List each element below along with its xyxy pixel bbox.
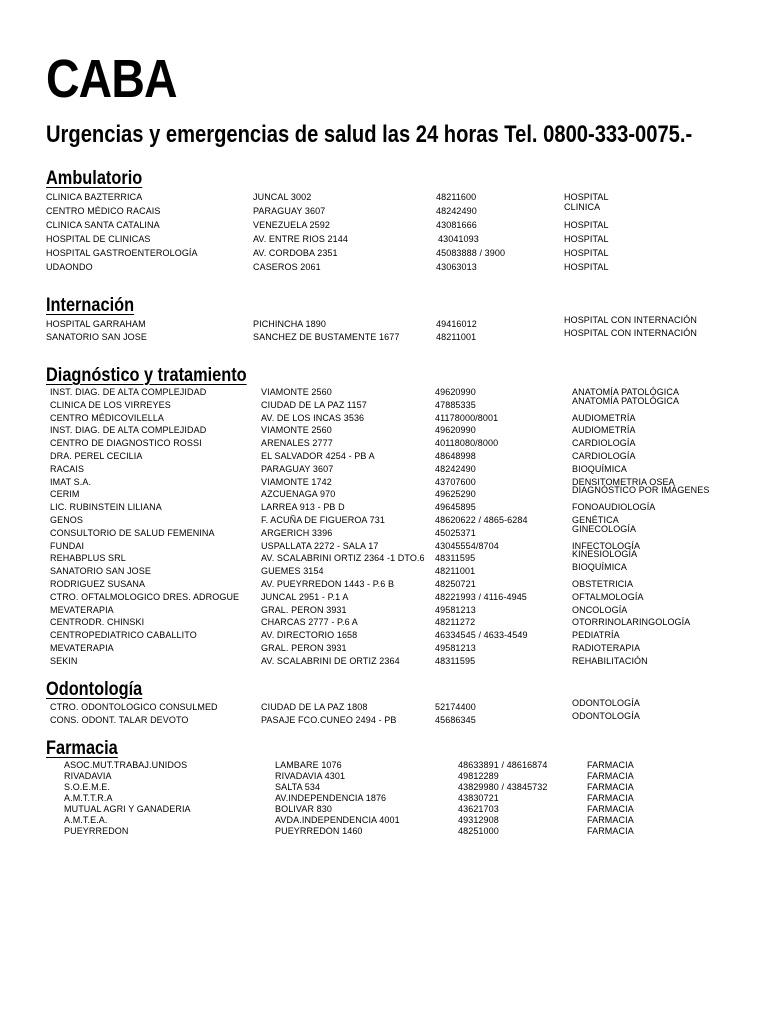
name-cell: INST. DIAG. DE ALTA COMPLEJIDAD [50,387,207,397]
address-cell: GUEMES 3154 [261,566,324,577]
table-row [0,502,768,514]
type-cell: FARMACIA [587,793,634,803]
phone-cell: 48633891 / 48616874 [458,760,548,770]
phone-cell: 48648998 [435,451,476,461]
name-cell: A.M.T.T.R.A [64,793,113,803]
type-cell: BIOQUÍMICA [572,562,628,573]
type-cell: KINESIOLOGÍA [572,549,638,560]
type-cell: OFTALMOLOGÍA [572,591,644,602]
table-row [0,523,768,540]
type-cell: CLINICA [564,202,601,212]
address-cell: AVDA.INDEPENDENCIA 4001 [275,815,400,825]
phone-cell: 48221993 / 4116-4945 [435,591,527,602]
type-cell: CARDIOLOGÍA [572,451,636,461]
phone-cell: 52174400 [435,702,476,712]
type-cell: RADIOTERAPIA [572,643,641,653]
address-cell: ARENALES 2777 [261,438,333,449]
type-cell: REHABILITACIÓN [572,655,648,666]
table-row [0,643,768,655]
table-row [0,592,768,604]
name-cell: UDAONDO [46,262,93,272]
address-cell: VENEZUELA 2592 [253,220,330,230]
name-cell: SEKIN [50,655,78,666]
table-row [0,425,768,437]
type-cell: HOSPITAL [564,192,609,202]
name-cell: CENTRODR. CHINSKI [50,617,145,628]
address-cell: CASEROS 2061 [253,262,321,272]
phone-cell: 49581213 [435,604,476,615]
address-cell: JUNCAL 3002 [253,192,312,202]
type-cell: AUDIOMETRÍA [572,425,636,436]
name-cell: CTRO. ODONTOLOGICO CONSULMED [50,702,218,712]
name-cell: CENTRO MÉDICOVILELLA [50,412,165,423]
phone-cell: 43621703 [458,804,499,814]
name-cell: ASOC.MUT.TRABAJ.UNIDOS [64,760,188,770]
name-cell: RODRIGUEZ SUSANA [50,579,146,589]
type-cell: ONCOLOGÍA [572,604,628,615]
address-cell: GRAL. PERON 3931 [261,604,347,615]
type-cell: ANATOMÍA PATOLÓGICA [572,395,680,406]
phone-cell: 43081666 [436,220,477,230]
type-cell: ODONTOLOGÍA [572,698,640,708]
section-heading: Ambulatorio [46,168,143,189]
phone-cell: 48211272 [435,617,476,628]
address-cell: RIVADAVIA 4301 [275,771,346,781]
name-cell: HOSPITAL GARRAHAM [46,319,146,329]
address-cell: AV. SCALABRINI DE ORTIZ 2364 [261,655,400,666]
table-row [0,234,768,246]
name-cell: CENTRO MÉDICO RACAIS [46,206,161,216]
address-cell: PASAJE FCO.CUNEO 2494 - PB [261,715,397,725]
phone-cell: 43830721 [458,793,499,803]
type-cell: HOSPITAL [564,262,609,272]
type-cell: FARMACIA [587,804,634,814]
phone-cell: 43045554/8704 [435,540,499,551]
table-row [0,656,768,668]
name-cell: CERIM [50,489,80,500]
table-row [0,262,768,274]
name-cell: CLINICA DE LOS VIRREYES [50,399,171,410]
address-cell: AV. SCALABRINI ORTIZ 2364 -1 DTO.6 [261,553,425,564]
address-cell: VIAMONTE 1742 [261,476,332,487]
table-row [0,220,768,232]
type-cell: HOSPITAL [564,234,609,244]
name-cell: HOSPITAL GASTROENTEROLOGÍA [46,248,198,258]
address-cell: BOLIVAR 830 [275,804,332,814]
phone-cell: 40118080/8000 [435,438,499,449]
type-cell: DENSITOMETRIA OSEA [572,476,675,487]
name-cell: RACAIS [50,463,85,474]
name-cell: MEVATERAPIA [50,643,114,653]
phone-cell: 45686345 [435,715,476,725]
type-cell: FARMACIA [587,826,634,836]
name-cell: MUTUAL AGRI Y GANADERIA [64,804,191,814]
table-row [0,630,768,642]
name-cell: DRA. PEREL CECILIA [50,451,143,461]
phone-cell: 49620990 [435,387,476,397]
phone-cell: 48211001 [435,566,476,577]
phone-cell: 49581213 [435,643,476,653]
address-cell: AV. PUEYRREDON 1443 - P.6 B [261,579,395,589]
address-cell: GRAL. PERON 3931 [261,643,347,653]
type-cell: HOSPITAL [564,220,609,230]
type-cell: HOSPITAL CON INTERNACIÓN [564,328,697,338]
address-cell: USPALLATA 2272 - SALA 17 [261,540,379,551]
address-cell: SALTA 534 [275,782,321,792]
table-row [0,485,768,501]
phone-cell: 45083888 / 3900 [436,248,506,258]
name-cell: IMAT S.A. [50,476,92,487]
phone-cell: 46334545 / 4633-4549 [435,630,528,641]
name-cell: CLINICA BAZTERRICA [46,192,143,202]
address-cell: AV. DIRECTORIO 1658 [261,630,358,641]
type-cell: GENÉTICA [572,515,619,525]
address-cell: CHARCAS 2777 - P.6 A [261,617,358,628]
table-row [0,579,768,591]
type-cell: OTORRINOLARINGOLOGÍA [572,617,691,628]
table-row [0,617,768,629]
address-cell: AV. CORDOBA 2351 [253,248,338,258]
type-cell: FARMACIA [587,815,634,825]
address-cell: PICHINCHA 1890 [253,319,326,329]
name-cell: CENTROPEDIATRICO CABALLITO [50,630,197,641]
type-cell: HOSPITAL CON INTERNACIÓN [564,315,697,325]
phone-cell: 41178000/8001 [435,412,499,423]
name-cell: CLINICA SANTA CATALINA [46,220,160,230]
phone-cell: 43829980 / 43845732 [458,782,548,792]
table-row [0,395,768,412]
page-title: CABA [46,49,177,109]
table-row [0,438,768,450]
address-cell: EL SALVADOR 4254 - PB A [261,451,375,461]
name-cell: SANATORIO SAN JOSE [50,566,151,577]
address-cell: AZCUENAGA 970 [261,489,336,500]
name-cell: RIVADAVIA [64,771,112,781]
section-heading: Odontología [46,679,143,700]
name-cell: REHABPLUS SRL [50,553,126,564]
type-cell: BIOQUÍMICA [572,463,628,474]
type-cell: AUDIOMETRÍA [572,412,636,423]
phone-cell: 48242490 [435,463,476,474]
address-cell: CIUDAD DE LA PAZ 1808 [261,702,368,712]
name-cell: CENTRO DE DIAGNOSTICO ROSSI [50,438,202,449]
table-row [0,451,768,463]
type-cell: DIAGNÓSTICO POR IMÁGENES [572,485,710,496]
phone-cell: 48250721 [435,579,476,589]
table-row [0,826,768,838]
address-cell: CIUDAD DE LA PAZ 1157 [261,399,367,410]
address-cell: AV. ENTRE RIOS 2144 [253,234,348,244]
phone-cell: 48620622 / 4865-6284 [435,515,528,525]
type-cell: ODONTOLOGÍA [572,711,640,721]
type-cell: INFECTOLOGÍA [572,540,641,551]
phone-cell: 43041093 [438,234,479,244]
table-row [0,515,768,527]
type-cell: ANATOMÍA PATOLÓGICA [572,387,680,397]
type-cell: FARMACIA [587,782,634,792]
table-row [0,549,768,565]
phone-cell: 45025371 [435,527,476,538]
name-cell: PUEYRREDON [64,826,129,836]
table-row [0,192,768,204]
section-heading: Farmacia [46,738,118,759]
address-cell: LAMBARE 1076 [275,760,342,770]
type-cell: FARMACIA [587,771,634,781]
name-cell: A.M.T.E.A. [64,815,108,825]
address-cell: PARAGUAY 3607 [253,206,326,216]
type-cell: PEDIATRÍA [572,630,620,641]
name-cell: FUNDAI [50,540,85,551]
address-cell: F. ACUÑA DE FIGUEROA 731 [261,515,385,525]
phone-cell: 48251000 [458,826,499,836]
name-cell: GENOS [50,515,84,525]
phone-cell: 48311595 [435,553,476,564]
name-cell: MEVATERAPIA [50,604,114,615]
phone-cell: 48242490 [436,206,477,216]
table-row [0,698,768,714]
table-row [0,464,768,476]
type-cell: FARMACIA [587,760,634,770]
table-row [0,562,768,578]
table-row [0,541,768,553]
address-cell: AV. DE LOS INCAS 3536 [261,412,365,423]
table-row [0,202,768,218]
phone-cell: 49312908 [458,815,499,825]
phone-cell: 49812289 [458,771,499,781]
table-row [0,328,768,344]
phone-cell: 47885335 [435,399,476,410]
type-cell: GINECOLOGÍA [572,523,637,534]
section-heading: Internación [46,295,135,316]
phone-cell: 49416012 [436,319,477,329]
address-cell: AV.INDEPENDENCIA 1876 [275,793,387,803]
phone-cell: 49625290 [435,489,476,500]
name-cell: HOSPITAL DE CLINICAS [46,234,151,244]
name-cell: LIC. RUBINSTEIN LILIANA [50,502,162,513]
address-cell: PUEYRREDON 1460 [275,826,363,836]
address-cell: LARREA 913 - PB D [261,502,345,513]
name-cell: CONS. ODONT. TALAR DEVOTO [50,715,189,725]
type-cell: CARDIOLOGÍA [572,438,636,449]
phone-cell: 48311595 [435,655,476,666]
phone-cell: 43063013 [436,262,477,272]
name-cell: CTRO. OFTALMOLOGICO DRES. ADROGUE [50,591,240,602]
address-cell: VIAMONTE 2560 [261,425,332,436]
name-cell: S.O.E.M.E. [64,782,111,792]
type-cell: HOSPITAL [564,248,609,258]
phone-cell: 48211600 [436,192,477,202]
phone-cell: 49620990 [435,425,476,436]
type-cell: FONOAUDIOLOGÍA [572,502,656,513]
name-cell: CONSULTORIO DE SALUD FEMENINA [50,527,215,538]
address-cell: SANCHEZ DE BUSTAMENTE 1677 [253,332,400,342]
table-row [0,711,768,727]
type-cell: OBSTETRICIA [572,579,634,589]
address-cell: JUNCAL 2951 - P.1 A [261,591,349,602]
address-cell: ARGERICH 3396 [261,527,333,538]
name-cell: SANATORIO SAN JOSE [46,332,147,342]
phone-cell: 49645895 [435,502,476,513]
address-cell: PARAGUAY 3607 [261,463,334,474]
phone-cell: 43707600 [435,476,476,487]
phone-cell: 48211001 [436,332,477,342]
table-row [0,413,768,425]
table-row [0,605,768,617]
section-heading: Diagnóstico y tratamiento [46,365,247,386]
name-cell: INST. DIAG. DE ALTA COMPLEJIDAD [50,425,207,436]
emergency-line-subtitle: Urgencias y emergencias de salud las 24 horas Tel. 0800-333-0075.- [46,121,693,148]
table-row [0,248,768,260]
address-cell: VIAMONTE 2560 [261,387,332,397]
